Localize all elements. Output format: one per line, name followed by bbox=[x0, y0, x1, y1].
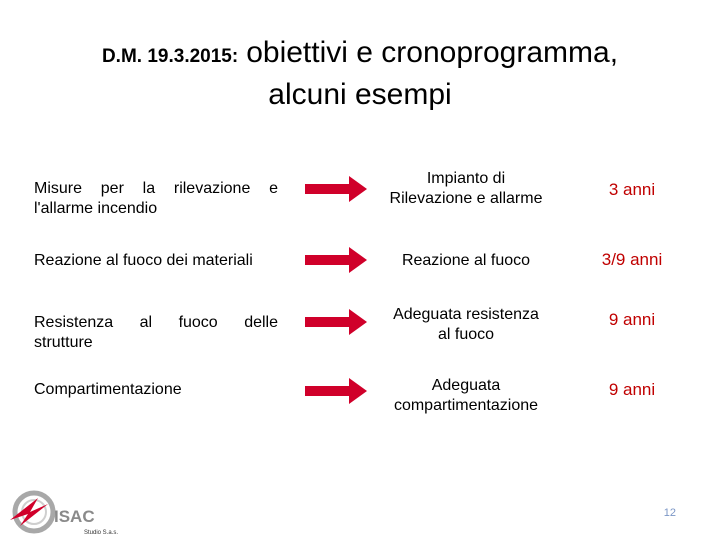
measure-cell bbox=[34, 313, 278, 353]
title-prefix: D.M. 19.3.2015: bbox=[101, 46, 239, 67]
measure-cell bbox=[34, 179, 278, 219]
measure-cell bbox=[34, 380, 278, 400]
measure-line-1: Resistenza al fuoco delle bbox=[34, 314, 278, 331]
right-arrow-icon bbox=[305, 309, 367, 335]
page-number: 12 bbox=[663, 507, 676, 519]
slide-title bbox=[0, 36, 720, 70]
table-row bbox=[0, 304, 720, 360]
logo-name: ISAC bbox=[54, 507, 95, 526]
table-row bbox=[0, 168, 720, 224]
target-cell bbox=[368, 251, 564, 271]
title-line-2: alcuni esempi bbox=[268, 78, 452, 111]
right-arrow-icon bbox=[305, 176, 367, 202]
measure-line-1: Reazione al fuoco dei materiali bbox=[34, 252, 253, 269]
target-line-2: compartimentazione bbox=[393, 397, 539, 414]
target-line-1: Adeguata bbox=[431, 377, 501, 394]
target-line-1: Reazione al fuoco bbox=[401, 252, 531, 269]
measure-cell bbox=[34, 251, 278, 271]
duration-value: 3/9 anni bbox=[601, 250, 663, 269]
isac-logo bbox=[4, 488, 124, 536]
duration-value: 9 anni bbox=[608, 380, 656, 399]
target-cell bbox=[368, 376, 564, 416]
target-cell bbox=[368, 305, 564, 345]
table-row bbox=[0, 240, 720, 296]
title-main: obiettivi e cronoprogramma, bbox=[246, 36, 619, 69]
right-arrow-icon bbox=[305, 378, 367, 404]
measure-line-1: Misure per la rilevazione e bbox=[34, 180, 278, 197]
right-arrow-icon bbox=[305, 247, 367, 273]
duration-value: 9 anni bbox=[608, 310, 656, 329]
measure-line-1: Compartimentazione bbox=[34, 381, 182, 398]
measure-line-2: l'allarme incendio bbox=[34, 200, 158, 217]
target-cell bbox=[368, 169, 564, 209]
target-line-2: Rilevazione e allarme bbox=[389, 190, 543, 207]
target-line-1: Adeguata resistenza bbox=[393, 306, 539, 323]
measure-line-2: strutture bbox=[34, 334, 93, 351]
duration-value: 3 anni bbox=[608, 180, 656, 199]
target-line-2: al fuoco bbox=[437, 326, 495, 343]
logo-subtitle: Studio S.a.s. bbox=[84, 530, 119, 536]
target-line-1: Impianto di bbox=[426, 170, 506, 187]
table-row bbox=[0, 376, 720, 432]
